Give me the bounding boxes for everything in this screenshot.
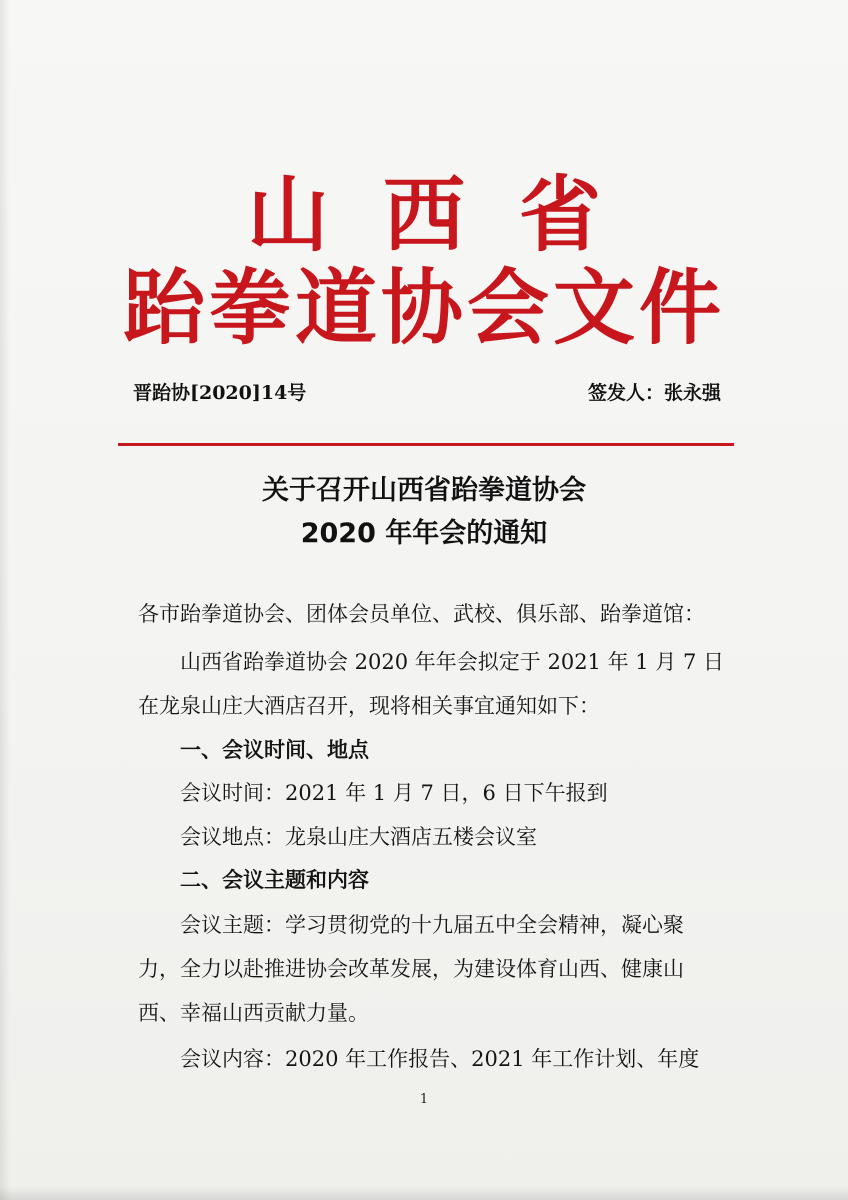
content-line-1: 会议内容：2020 年工作报告、2021 年工作计划、年度 (180, 1047, 700, 1071)
addressee: 各市跆拳道协会、团体会员单位、武校、俱乐部、跆拳道馆： (138, 602, 705, 626)
meeting-time: 会议时间：2021 年 1 月 7 日，6 日下午报到 (180, 781, 608, 805)
document-title-line-1: 关于召开山西省跆拳道协会 (262, 475, 586, 506)
theme-line-2: 力，全力以赴推进协会改革发展，为建设体育山西、健康山 (138, 957, 684, 981)
page-number: 1 (419, 1092, 429, 1107)
document-number: 晋跆协[2020]14号 (133, 382, 307, 404)
section-heading-1: 一、会议时间、地点 (180, 738, 369, 762)
signer: 签发人：张永强 (587, 382, 721, 404)
section-heading-2: 二、会议主题和内容 (180, 868, 369, 892)
header-province: 山西省 (246, 167, 655, 263)
document-title-line-2: 2020 年年会的通知 (300, 518, 548, 549)
intro-line-1: 山西省跆拳道协会 2020 年年会拟定于 2021 年 1 月 7 日 (180, 650, 725, 674)
header-organization: 跆拳道协会文件 (122, 260, 725, 356)
intro-line-2: 在龙泉山庄大酒店召开，现将相关事宜通知如下： (138, 694, 600, 718)
scan-bottom-shadow (0, 1186, 848, 1200)
theme-line-3: 西、幸福山西贡献力量。 (138, 1001, 369, 1025)
red-divider (118, 443, 734, 446)
meeting-place: 会议地点：龙泉山庄大酒店五楼会议室 (180, 825, 537, 849)
theme-line-1: 会议主题：学习贯彻党的十九届五中全会精神，凝心聚 (180, 913, 684, 937)
